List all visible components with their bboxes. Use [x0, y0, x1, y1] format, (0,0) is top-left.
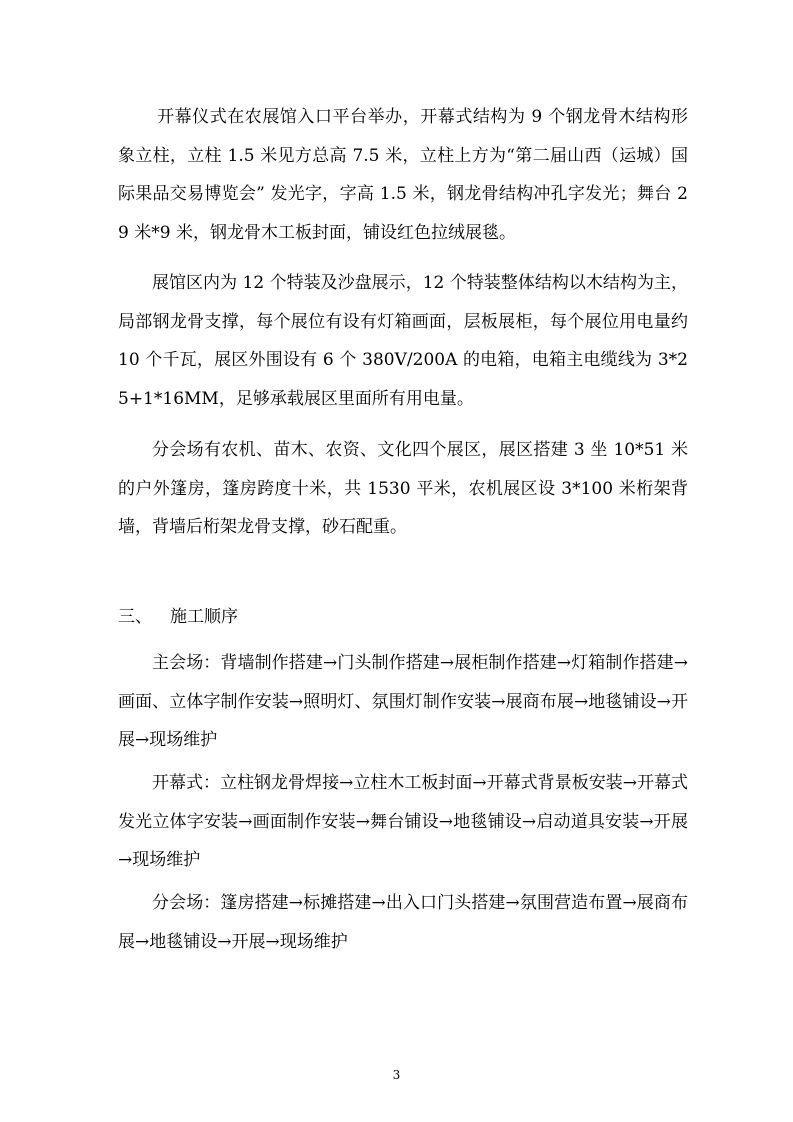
section-number: 三、 — [118, 607, 152, 627]
paragraph-sub-venue: 分会场有农机、苗木、农资、文化四个展区，展区搭建 3 坐 10*51 米的户外篷房，篷房跨度十米，共 1530 平米，农机展区设 3*100 米桁架背墙，背墙后桁架龙骨支撑，砂石配重。 — [118, 440, 688, 537]
section-title: 施工顺序 — [170, 607, 238, 627]
paragraph-opening-ceremony: 开幕仪式在农展馆入口平台举办，开幕式结构为 9 个钢龙骨木结构形象立柱，立柱 1.5 米见方总高 7.5 米，立柱上方为“第二届山西（运城）国际果品交易博览会” 发光字，字高 1.5 米，钢龙骨结构冲孔字发光；舞台 29 米*9 米，钢龙骨木工板封面，铺设红色拉绒展毯。 — [118, 107, 688, 243]
paragraph-exhibition-hall: 展馆区内为 12 个特装及沙盘展示，12 个特装整体结构以木结构为主，局部钢龙骨支撑，每个展位有设有灯箱画面，层板展柜，每个展位用电量约 10 个千瓦，展区外围设有 6 个 380V/200A 的电箱，电箱主电缆线为 3*25+1*16MM，足够承载展区里面所有用电量。 — [118, 273, 688, 409]
section-heading — [118, 598, 238, 637]
sequence-sub-venue: 分会场：篷房搭建→标摊搭建→出入口门头搭建→氛围营造布置→展商布展→地毯铺设→开展→现场维护 — [118, 893, 688, 952]
sequence-opening-ceremony: 开幕式：立柱钢龙骨焊接→立柱木工板封面→开幕式背景板安装→开幕式发光立体字安装→画面制作安装→舞台铺设→地毯铺设→启动道具安装→开展→现场维护 — [118, 773, 688, 870]
page-number: 3 — [392, 1068, 401, 1082]
sequence-main-venue: 主会场：背墙制作搭建→门头制作搭建→展柜制作搭建→灯箱制作搭建→画面、立体字制作安装→照明灯、氛围灯制作安装→展商布展→地毯铺设→开展→现场维护 — [118, 653, 688, 750]
